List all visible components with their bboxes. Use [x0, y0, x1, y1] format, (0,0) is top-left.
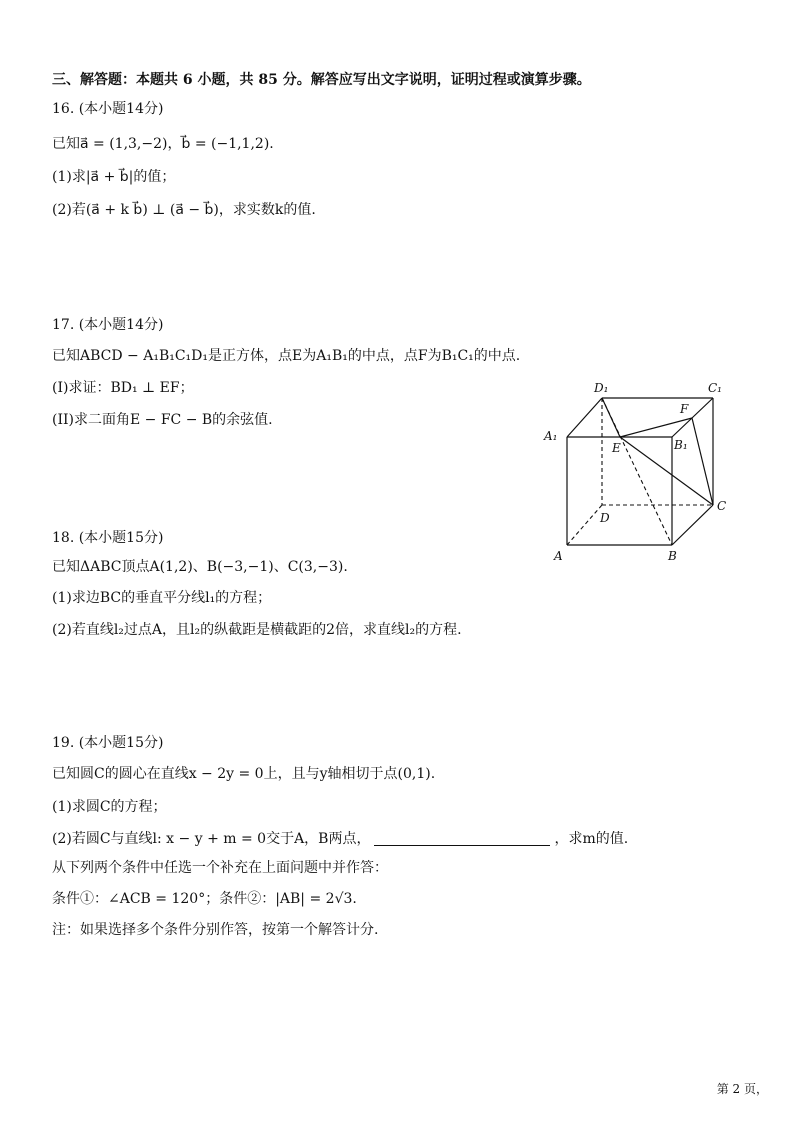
label-A1: A₁ — [544, 429, 558, 443]
answer-blank[interactable] — [374, 831, 550, 846]
q18-line-1: 已知ΔABC顶点A(1,2)、B(−3,−1)、C(3,−3). — [52, 559, 348, 575]
q16-line-3: (2)若(a⃗ + k b⃗) ⊥ (a⃗ − b⃗)，求实数k的值. — [52, 202, 316, 218]
q19-line-1: 已知圆C的圆心在直线x − 2y = 0上，且与y轴相切于点(0,1). — [52, 766, 436, 782]
q18-line-2: (1)求边BC的垂直平分线l₁的方程； — [52, 590, 272, 606]
q19-line-2: (1)求圆C的方程； — [52, 799, 167, 815]
q19-heading: 19. (本小题15分) — [52, 735, 164, 751]
label-B: B — [668, 549, 677, 563]
q18-heading: 18. (本小题15分) — [52, 530, 164, 546]
section-header: 三、解答题：本题共 6 小题，共 85 分。解答应写出文字说明，证明过程或演算步骤。 — [52, 72, 591, 88]
edge-B-C — [672, 505, 713, 545]
hidden-edge-D1-B — [602, 398, 672, 545]
q17-heading: 17. (本小题14分) — [52, 317, 164, 333]
hidden-edge-A-D — [567, 505, 602, 545]
q19-line-3-end: ，求m的值. — [554, 831, 629, 847]
label-E: E — [612, 441, 621, 455]
q19-line-3-start: (2)若圆C与直线l: x − y + m = 0交于A，B两点， — [52, 831, 371, 847]
label-C1: C₁ — [708, 381, 722, 395]
q19-line-6: 注：如果选择多个条件分别作答，按第一个解答计分. — [52, 922, 379, 938]
edge-B1-C1 — [672, 398, 713, 437]
q18-line-3: (2)若直线l₂过点A，且l₂的纵截距是横截距的2倍，求直线l₂的方程. — [52, 622, 462, 638]
q17-line-3: (II)求二面角E − FC − B的余弦值. — [52, 412, 273, 428]
q16-line-1: 已知a⃗ = (1,3,−2)，b⃗ = (−1,1,2). — [52, 136, 274, 152]
label-B1: B₁ — [674, 438, 688, 452]
q19-line-4: 从下列两个条件中任选一个补充在上面问题中并作答： — [52, 860, 388, 876]
q19-line-5: 条件①：∠ACB = 120°；条件②：|AB| = 2√3. — [52, 891, 357, 907]
q17-line-2: (I)求证：BD₁ ⊥ EF； — [52, 380, 194, 396]
label-A: A — [554, 549, 563, 563]
page-number: 第 2 页， — [716, 1082, 768, 1096]
q19-line-3 — [52, 829, 628, 849]
label-C: C — [717, 499, 727, 513]
label-D: D — [600, 511, 610, 525]
q17-line-1: 已知ABCD − A₁B₁C₁D₁是正方体，点E为A₁B₁的中点，点F为B₁C₁的中点. — [52, 348, 521, 364]
q16-line-2: (1)求|a⃗ + b⃗|的值； — [52, 169, 176, 185]
edge-A1-D1 — [567, 398, 602, 437]
cube-figure — [530, 370, 750, 570]
label-D1: D₁ — [594, 381, 609, 395]
q16-heading: 16. (本小题14分) — [52, 101, 164, 117]
label-F: F — [680, 402, 689, 416]
